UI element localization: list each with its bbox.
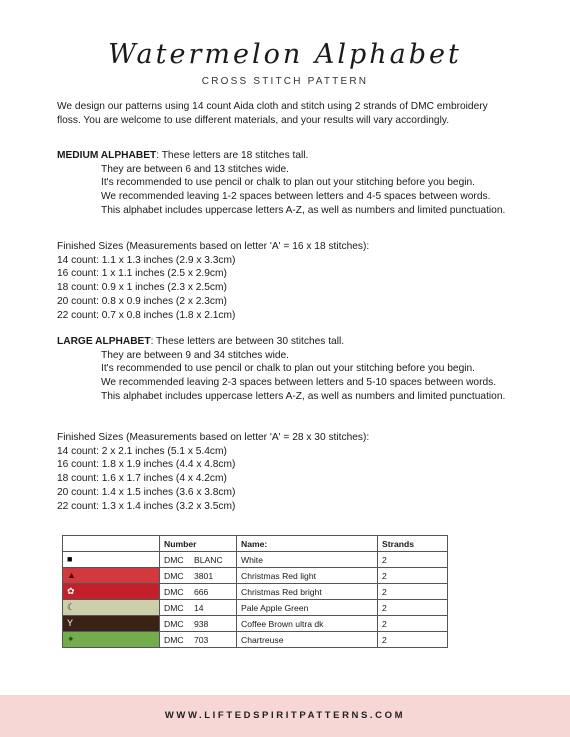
- large-finished-sizes: [57, 431, 527, 513]
- number-column-header: Number: [160, 536, 237, 552]
- strands-cell: 2: [378, 568, 448, 584]
- dmc-number-cell: [160, 616, 237, 632]
- medium-detail-line: It's recommended to use pencil or chalk to plan out your stitching before you begin.: [101, 177, 476, 189]
- size-line: 20 count: 1.4 x 1.5 inches (3.6 x 3.8cm): [57, 486, 236, 498]
- sizes-title: Finished Sizes (Measurements based on letter 'A' = 28 x 30 stitches):: [57, 432, 370, 443]
- strands-cell: 2: [378, 632, 448, 648]
- table-row: [63, 552, 448, 568]
- dmc-prefix: DMC: [164, 586, 184, 597]
- floss-color-table: [62, 535, 448, 648]
- size-line: 16 count: 1.8 x 1.9 inches (4.4 x 4.8cm): [57, 459, 236, 471]
- size-line: 18 count: 0.9 x 1 inches (2.3 x 2.5cm): [57, 282, 227, 294]
- color-swatch: [63, 552, 160, 568]
- stitch-symbol-icon: ✿: [67, 586, 75, 596]
- table-row: [63, 600, 448, 616]
- dmc-code: 938: [194, 618, 209, 629]
- floss-table-body: [63, 552, 448, 648]
- dmc-code: 14: [194, 602, 204, 613]
- dmc-code: BLANC: [194, 554, 223, 565]
- dmc-number-cell: [160, 584, 237, 600]
- website-link[interactable]: WWW.LIFTEDSPIRITPATTERNS.COM: [164, 710, 406, 721]
- color-name-cell: Christmas Red light: [237, 568, 378, 584]
- table-row: [63, 584, 448, 600]
- dmc-prefix: DMC: [164, 570, 184, 581]
- table-header-row: [63, 536, 448, 552]
- color-swatch: [63, 568, 160, 584]
- symbol-column-header: [63, 536, 160, 552]
- medium-alphabet-lead: : These letters are 18 stitches tall.: [156, 150, 309, 161]
- color-name-cell: Coffee Brown ultra dk: [237, 616, 378, 632]
- strands-column-header: Strands: [378, 536, 448, 552]
- medium-detail-line: They are between 6 and 13 stitches wide.: [101, 163, 290, 175]
- dmc-number-cell: [160, 568, 237, 584]
- dmc-code: 666: [194, 586, 209, 597]
- dmc-number-cell: [160, 600, 237, 616]
- size-line: 22 count: 1.3 x 1.4 inches (3.2 x 3.5cm): [57, 500, 236, 512]
- dmc-prefix: DMC: [164, 618, 184, 629]
- size-line: 16 count: 1 x 1.1 inches (2.5 x 2.9cm): [57, 268, 227, 280]
- stitch-symbol-icon: ☾: [67, 602, 76, 612]
- stitch-symbol-icon: Y: [67, 618, 74, 628]
- stitch-symbol-icon: ✦: [67, 634, 75, 644]
- size-line: 18 count: 1.6 x 1.7 inches (4 x 4.2cm): [57, 473, 227, 485]
- large-detail-line: We recommended leaving 2-3 spaces between letters and 5-10 spaces between words.: [101, 377, 497, 389]
- name-column-header: Name:: [237, 536, 378, 552]
- medium-alphabet-section: [57, 149, 527, 218]
- color-swatch: [63, 584, 160, 600]
- dmc-code: 703: [194, 634, 209, 645]
- strands-cell: 2: [378, 616, 448, 632]
- table-row: [63, 568, 448, 584]
- medium-alphabet-lead-line: [57, 149, 527, 163]
- large-detail-line: It's recommended to use pencil or chalk to plan out your stitching before you begin.: [101, 363, 476, 375]
- size-line: 20 count: 0.8 x 0.9 inches (2 x 2.3cm): [57, 295, 227, 307]
- color-name-cell: Pale Apple Green: [237, 600, 378, 616]
- intro-line: floss. You are welcome to use different materials, and your results will vary accordingly.: [57, 114, 450, 126]
- color-name-cell: Christmas Red bright: [237, 584, 378, 600]
- strands-cell: 2: [378, 600, 448, 616]
- sizes-title: Finished Sizes (Measurements based on letter 'A' = 16 x 18 stitches):: [57, 241, 370, 252]
- large-alphabet-heading: LARGE ALPHABET: [57, 336, 151, 347]
- dmc-number-cell: [160, 632, 237, 648]
- color-name-cell: White: [237, 552, 378, 568]
- footer-bar: [0, 695, 570, 737]
- dmc-code: 3801: [194, 570, 214, 581]
- page-subtitle: CROSS STITCH PATTERN: [201, 76, 369, 87]
- large-alphabet-lead: : These letters are between 30 stitches tall.: [150, 336, 345, 347]
- stitch-symbol-icon: ■: [67, 554, 73, 564]
- large-detail-line: They are between 9 and 34 stitches wide.: [101, 349, 290, 361]
- strands-cell: 2: [378, 552, 448, 568]
- medium-alphabet-heading: MEDIUM ALPHABET: [57, 150, 157, 161]
- color-swatch: [63, 600, 160, 616]
- dmc-prefix: DMC: [164, 554, 184, 565]
- strands-cell: 2: [378, 584, 448, 600]
- medium-detail-line: This alphabet includes uppercase letters A-Z, as well as numbers and limited punctuation.: [101, 204, 506, 216]
- dmc-prefix: DMC: [164, 602, 184, 613]
- dmc-prefix: DMC: [164, 634, 184, 645]
- table-row: [63, 616, 448, 632]
- large-alphabet-section: [57, 335, 527, 404]
- large-detail-line: This alphabet includes uppercase letters A-Z, as well as numbers and limited punctuation.: [101, 390, 506, 402]
- color-name-cell: Chartreuse: [237, 632, 378, 648]
- size-line: 22 count: 0.7 x 0.8 inches (1.8 x 2.1cm): [57, 309, 236, 321]
- page-title: Watermelon Alphabet: [108, 39, 462, 70]
- intro-line: We design our patterns using 14 count Aida cloth and stitch using 2 strands of DMC embroidery: [57, 101, 488, 112]
- size-line: 14 count: 2 x 2.1 inches (5.1 x 5.4cm): [57, 445, 227, 457]
- dmc-number-cell: [160, 552, 237, 568]
- color-swatch: [63, 616, 160, 632]
- large-alphabet-lead-line: [57, 335, 527, 349]
- intro-paragraph: [57, 100, 527, 127]
- medium-finished-sizes: [57, 240, 527, 322]
- medium-detail-line: We recommended leaving 1-2 spaces between letters and 4-5 spaces between words.: [101, 191, 491, 203]
- table-row: [63, 632, 448, 648]
- color-swatch: [63, 632, 160, 648]
- size-line: 14 count: 1.1 x 1.3 inches (2.9 x 3.3cm): [57, 254, 236, 266]
- stitch-symbol-icon: ▲: [67, 570, 76, 580]
